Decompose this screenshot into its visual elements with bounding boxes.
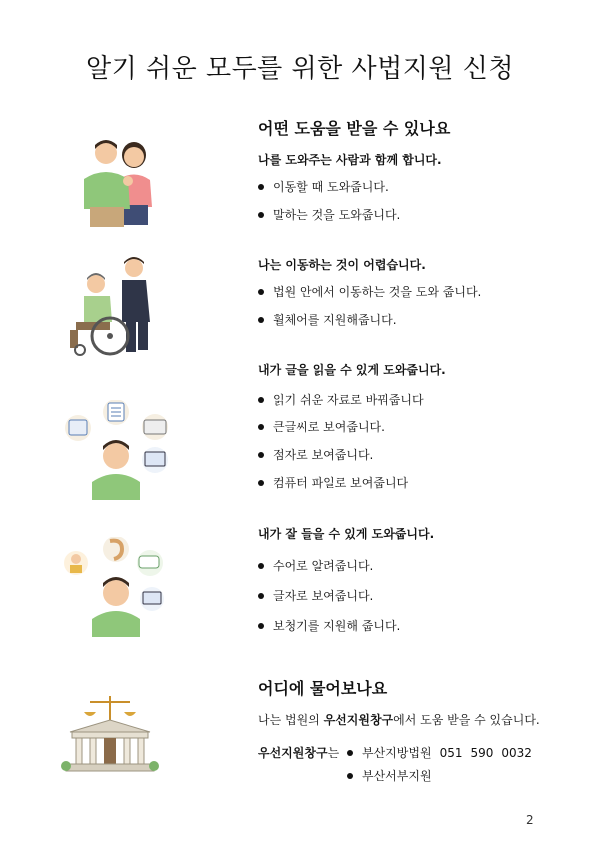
group-heading-helper: 나를 도와주는 사람과 함께 합니다. [258, 153, 442, 167]
list-item: 컴퓨터 파일로 보여줍니다 [258, 474, 408, 491]
desk-item: 부산지방법원 051 590 0032 [347, 744, 540, 761]
list-item: 보청기를 지원해 줍니다. [258, 617, 400, 634]
list-item: 큰글씨로 보여줍니다. [258, 418, 385, 435]
list-item: 이동할 때 도와줍니다. [258, 178, 389, 195]
where-intro: 나는 법원의 우선지원창구에서 도움 받을 수 있습니다. [258, 713, 540, 727]
group-heading-reading: 내가 글을 읽을 수 있게 도와줍니다. [258, 363, 446, 377]
desk-item: 부산서부지원 [347, 767, 432, 784]
list-item: 읽기 쉬운 자료로 바꿔줍니다 [258, 391, 424, 408]
list-item: 수어로 알려줍니다. [258, 557, 373, 574]
wheelchair-illustration [66, 256, 162, 360]
reading-support-illustration [64, 400, 174, 500]
group-heading-mobility: 나는 이동하는 것이 어렵습니다. [258, 258, 426, 272]
list-item: 법원 안에서 이동하는 것을 도와 줍니다. [258, 283, 481, 300]
page-title: 알기 쉬운 모두를 위한 사법지원 신청 [85, 54, 515, 84]
page-number: 2 [526, 813, 534, 827]
list-item: 말하는 것을 도와줍니다. [258, 206, 400, 223]
section-heading-help: 어떤 도움을 받을 수 있나요 [258, 119, 451, 138]
group-heading-hearing: 내가 잘 들을 수 있게 도와줍니다. [258, 527, 435, 541]
desk-label: 우선지원창구는 [258, 746, 340, 760]
court-building-illustration [60, 694, 160, 774]
section-heading-where: 어디에 물어보나요 [258, 679, 388, 698]
hearing-support-illustration [64, 537, 174, 637]
helper-person-illustration [78, 135, 162, 227]
list-item: 휠체어를 지원해줍니다. [258, 311, 397, 328]
list-item: 글자로 보여줍니다. [258, 587, 373, 604]
list-item: 점자로 보여줍니다. [258, 446, 373, 463]
